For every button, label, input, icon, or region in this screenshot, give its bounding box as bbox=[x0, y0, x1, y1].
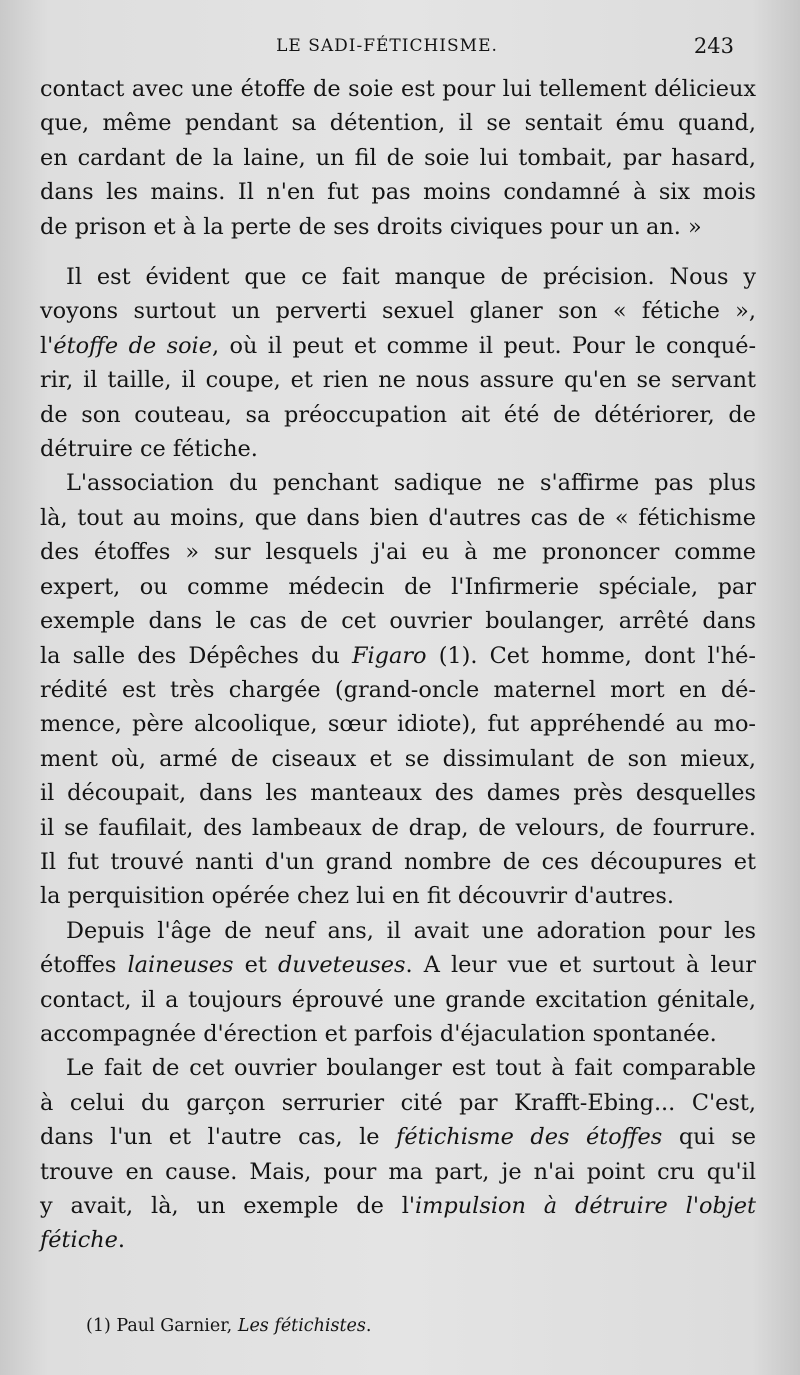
italic-text: laineuses bbox=[127, 952, 234, 979]
footnote-marker: (1) bbox=[86, 1316, 111, 1336]
text-run: L'association du penchant sadique ne s'affirme pas plus bbox=[66, 470, 756, 497]
text-run: à celui du garçon serrurier cité par Krafft-Ebing... C'est, bbox=[40, 1089, 756, 1116]
text-line bbox=[40, 1223, 756, 1257]
text-run: exemple dans le cas de cet ouvrier boulanger, arrêté dans bbox=[40, 608, 756, 635]
text-line bbox=[40, 1155, 756, 1189]
page-number: 243 bbox=[693, 34, 734, 58]
text-run: Il fut trouvé nanti d'un grand nombre de ces découpures et bbox=[40, 848, 756, 875]
text-line bbox=[40, 742, 756, 776]
text-line bbox=[40, 811, 756, 845]
text-run: la perquisition opérée chez lui en fit découvrir d'autres. bbox=[40, 883, 675, 910]
footnote-author: Paul Garnier, bbox=[116, 1316, 233, 1336]
text-line bbox=[40, 914, 756, 948]
text-line bbox=[40, 1120, 756, 1154]
text-run: qui se bbox=[662, 1124, 757, 1151]
text-run: dans les mains. Il n'en fut pas moins condamné à six mois bbox=[40, 179, 756, 206]
text-run: y avait, là, un exemple de l' bbox=[40, 1193, 416, 1219]
paragraph-4 bbox=[40, 914, 756, 1052]
text-run: Depuis l'âge de neuf ans, il avait une adoration pour les bbox=[66, 917, 756, 944]
text-line bbox=[40, 72, 756, 106]
running-title: LE SADI-FÉTICHISME. bbox=[276, 36, 498, 56]
text-line bbox=[40, 1086, 756, 1120]
text-run: . A leur vue et surtout à leur bbox=[405, 952, 756, 979]
text-run: il découpait, dans les manteaux des dames près desquelles bbox=[40, 780, 756, 807]
text-line bbox=[40, 141, 756, 175]
text-line bbox=[40, 535, 756, 569]
footnote bbox=[86, 1314, 371, 1338]
text-line bbox=[40, 673, 756, 707]
text-line bbox=[40, 1051, 756, 1085]
text-line bbox=[40, 845, 756, 879]
paragraph-3 bbox=[40, 466, 756, 913]
text-line bbox=[40, 879, 756, 913]
text-run: dans l'un et l'autre cas, le bbox=[40, 1124, 397, 1151]
footnote-title: Les fétichistes bbox=[237, 1316, 366, 1336]
text-line bbox=[40, 260, 756, 294]
text-run: que, même pendant sa détention, il se sentait ému quand, bbox=[40, 110, 756, 137]
text-run: là, tout au moins, que dans bien d'autres cas de « fétichisme bbox=[40, 504, 756, 531]
text-run: Il est évident que ce fait manque de précision. Nous y bbox=[66, 264, 756, 291]
text-run: et bbox=[233, 952, 278, 979]
text-run: rir, il taille, il coupe, et rien ne nous assure qu'en se servant bbox=[40, 367, 756, 394]
text-run: la salle des Dépêches du bbox=[40, 642, 352, 669]
text-line bbox=[40, 466, 756, 500]
italic-text: fétiche bbox=[40, 1227, 118, 1254]
text-run: voyons surtout un perverti sexuel glaner son « fétiche », bbox=[40, 298, 756, 325]
text-line bbox=[40, 175, 756, 209]
text-run: l' bbox=[40, 332, 54, 359]
text-run: accompagnée d'érection et parfois d'éjaculation spontanée. bbox=[40, 1020, 717, 1047]
text-run: des étoffes » sur lesquels j'ai eu à me prononcer comme bbox=[40, 539, 756, 566]
paragraph-5 bbox=[40, 1051, 756, 1257]
text-line bbox=[40, 983, 756, 1017]
text-run: en cardant de la laine, un fil de soie lui tombait, par hasard, bbox=[40, 144, 756, 171]
text-run: détruire ce fétiche. bbox=[40, 436, 258, 463]
text-run: expert, ou comme médecin de l'Infirmerie spéciale, par bbox=[40, 573, 756, 600]
footnote-end: . bbox=[365, 1316, 372, 1336]
italic-text: étoffe de soie bbox=[53, 332, 212, 359]
text-line bbox=[40, 294, 756, 328]
text-run: étoffes bbox=[40, 952, 128, 979]
italic-text: fétichisme des étoffes bbox=[396, 1124, 663, 1151]
text-line bbox=[40, 329, 756, 363]
body-text bbox=[40, 72, 756, 1258]
text-run: . bbox=[117, 1227, 126, 1254]
text-line bbox=[40, 432, 756, 466]
italic-text: Figaro bbox=[351, 642, 427, 669]
text-line bbox=[40, 1017, 756, 1051]
text-run: de prison et à la perte de ses droits civiques pour un an. » bbox=[40, 213, 702, 240]
text-run: , où il peut et comme il peut. Pour le conqué- bbox=[211, 332, 757, 359]
text-run: trouve en cause. Mais, pour ma part, je n'ai point cru qu'il bbox=[40, 1158, 756, 1185]
text-line bbox=[40, 501, 756, 535]
page-header bbox=[40, 34, 734, 60]
text-run: il se faufilait, des lambeaux de drap, de velours, de fourrure. bbox=[40, 814, 756, 841]
text-line bbox=[40, 776, 756, 810]
text-line bbox=[40, 363, 756, 397]
text-run: mence, père alcoolique, sœur idiote), fut appréhendé au mo- bbox=[40, 711, 756, 738]
text-line bbox=[40, 398, 756, 432]
paragraph-1 bbox=[40, 72, 756, 244]
text-line bbox=[40, 604, 756, 638]
text-line bbox=[40, 639, 756, 673]
text-line bbox=[40, 948, 756, 982]
text-run: de son couteau, sa préoccupation ait été de détériorer, de bbox=[40, 401, 756, 428]
text-line bbox=[40, 707, 756, 741]
text-run: contact, il a toujours éprouvé une grande excitation génitale, bbox=[40, 986, 756, 1013]
text-run: rédité est très chargée (grand-oncle maternel mort en dé- bbox=[40, 676, 756, 703]
text-run: (1). Cet homme, dont l'hé- bbox=[426, 642, 756, 669]
italic-text: impulsion à détruire l'objet bbox=[415, 1193, 756, 1219]
text-run: ment où, armé de ciseaux et se dissimulant de son mieux, bbox=[40, 745, 756, 772]
text-run: contact avec une étoffe de soie est pour lui tellement délicieux bbox=[40, 76, 756, 102]
text-run: Le fait de cet ouvrier boulanger est tout à fait comparable bbox=[66, 1055, 756, 1082]
text-line bbox=[40, 210, 756, 244]
text-line bbox=[40, 570, 756, 604]
italic-text: duveteuses bbox=[277, 952, 406, 979]
text-line bbox=[40, 1189, 756, 1223]
paragraph-2 bbox=[40, 260, 756, 466]
text-line bbox=[40, 106, 756, 140]
